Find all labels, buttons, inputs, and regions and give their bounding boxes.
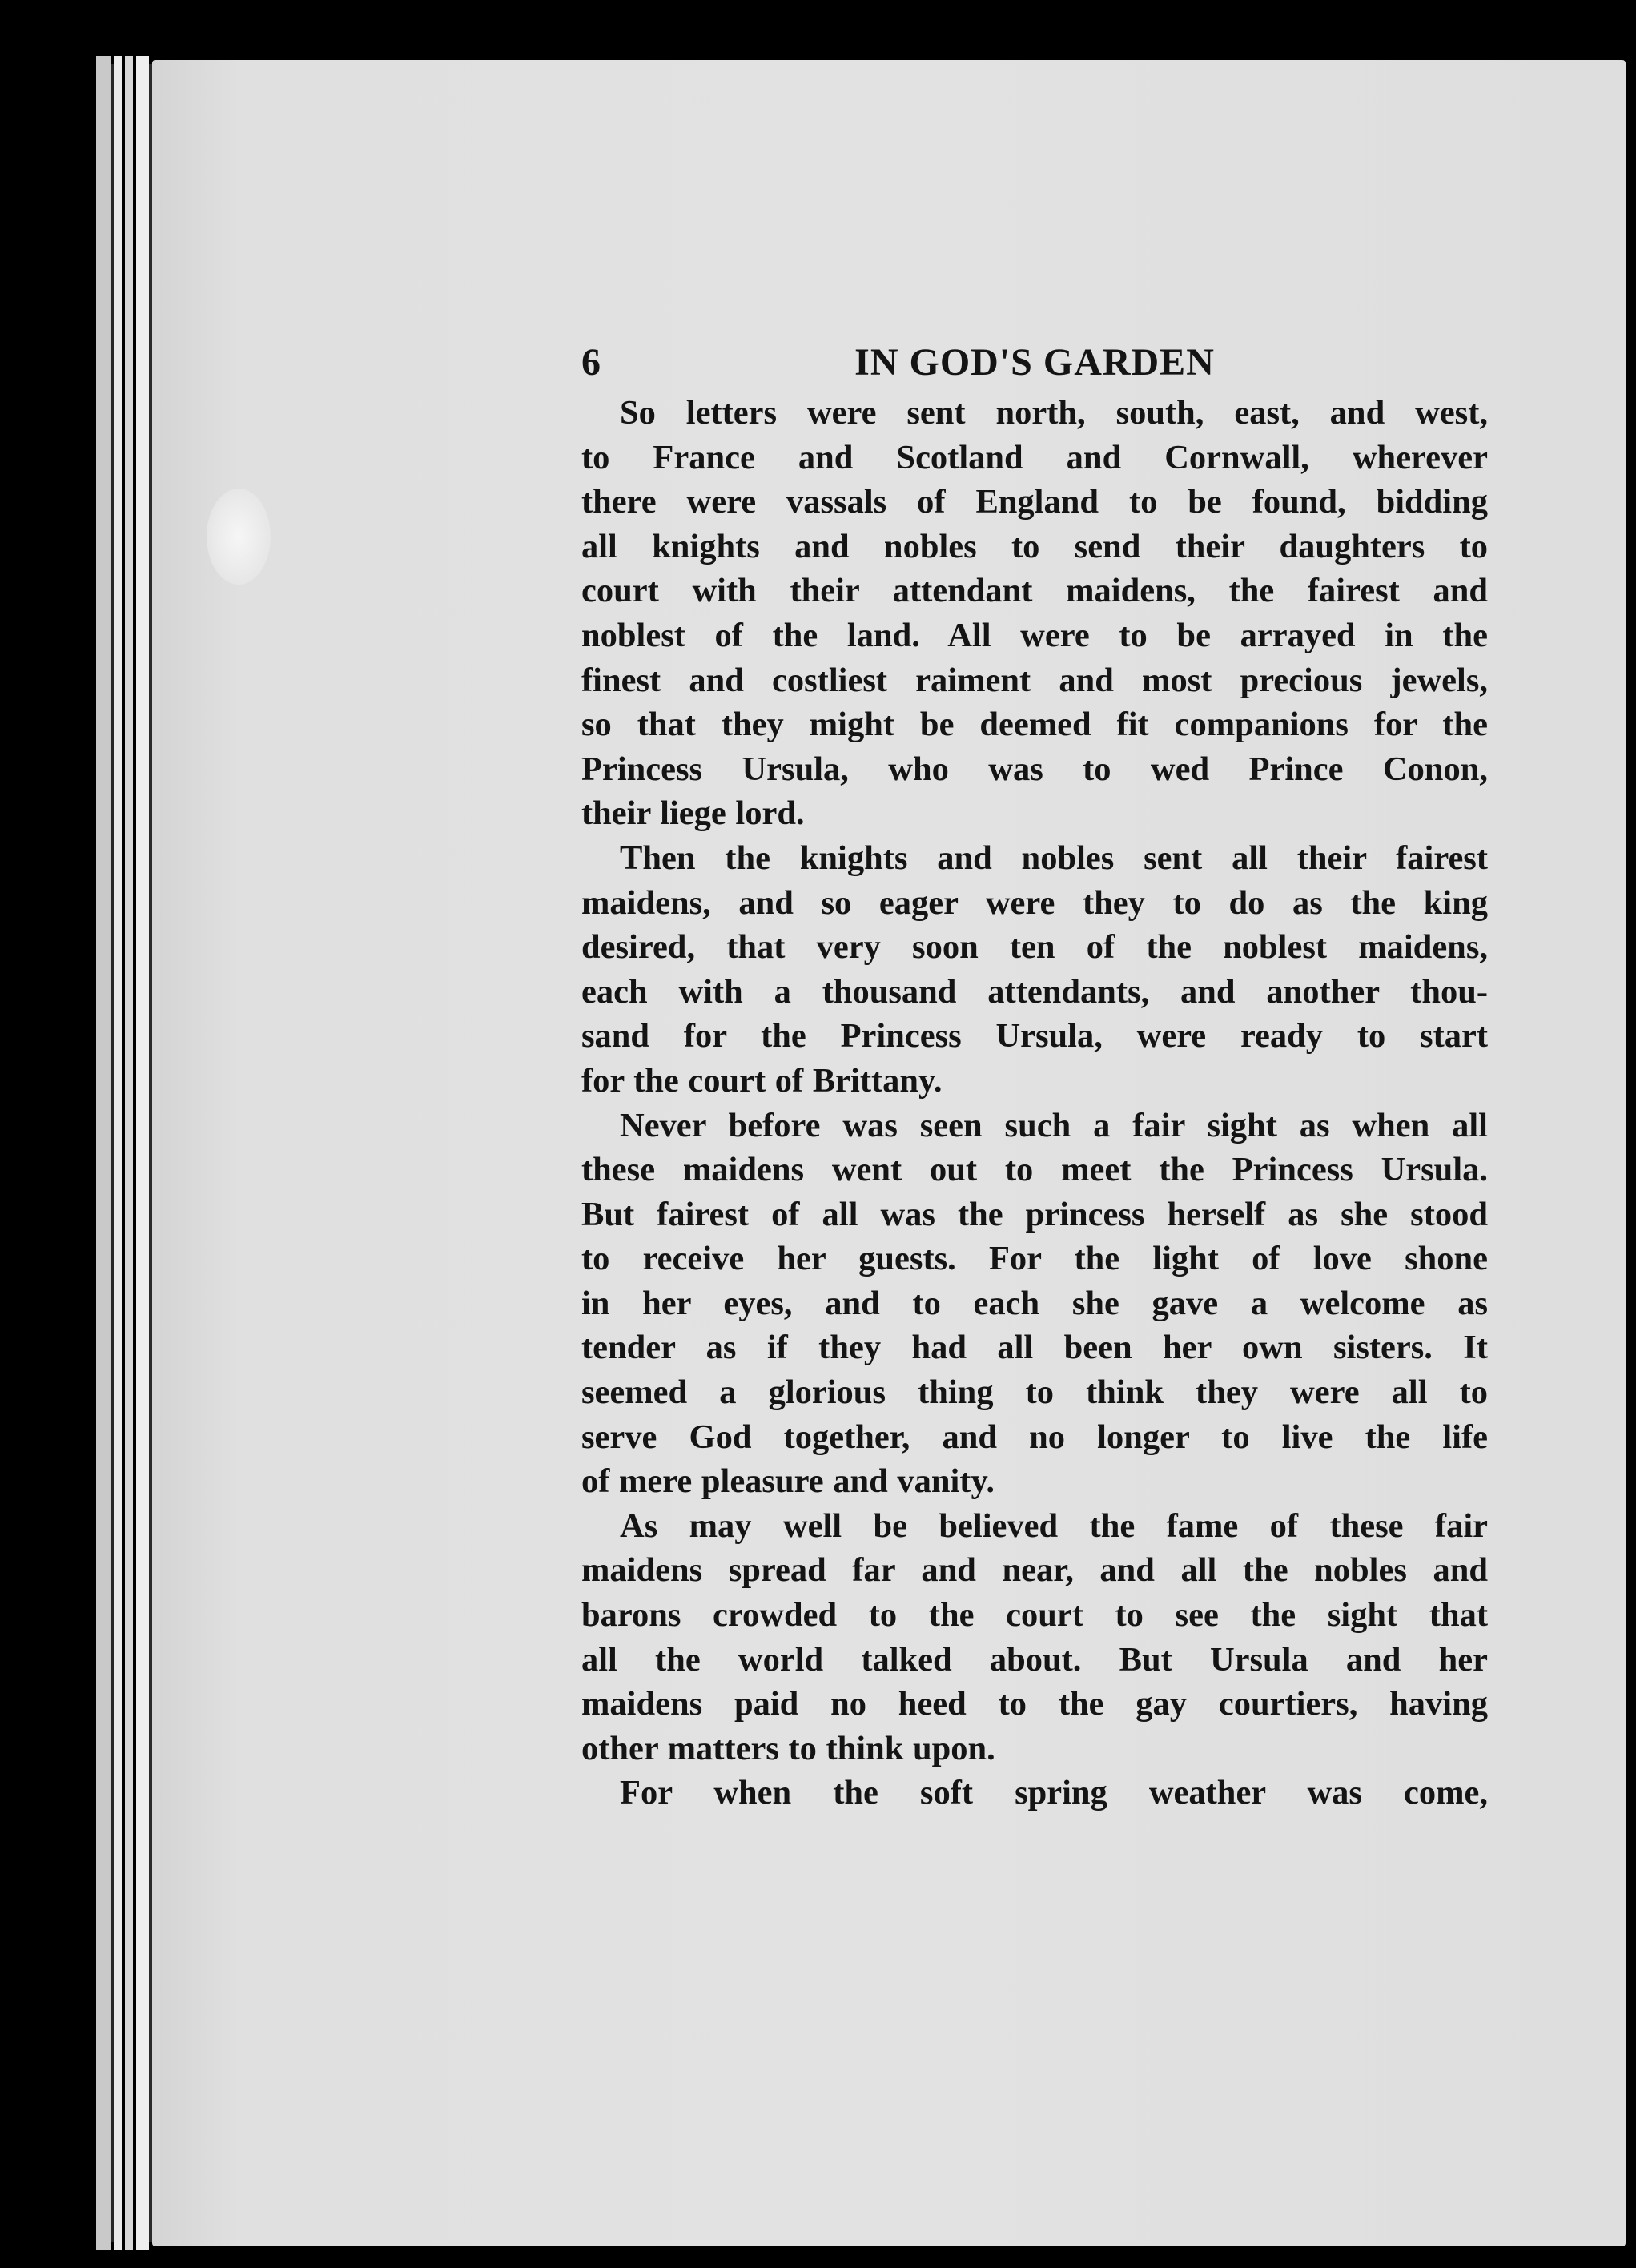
text-line: sand for the Princess Ursula, were ready to start [581,1017,1488,1056]
text-line: these maidens went out to meet the Princess Ursula. [581,1151,1488,1189]
paragraph [581,836,1488,1104]
page-header [581,335,1488,391]
text-line: Never before was seen such a fair sight as when all [620,1106,1488,1144]
text-line: But fairest of all was the princess herself as she stood [581,1195,1488,1233]
running-title: IN GOD'S GARDEN [854,341,1215,384]
text-line: court with their attendant maidens, the fairest and [581,572,1488,610]
book-edge-pages [114,56,122,2250]
text-line: to France and Scotland and Cornwall, wherever [581,438,1488,477]
text-line: all knights and nobles to send their daughters to [581,527,1488,565]
text-line: other matters to think upon. [581,1729,995,1767]
text-line: So letters were sent north, south, east, and west, [620,394,1488,432]
text-line: there were vassals of England to be found, bidding [581,483,1488,521]
text-line: seemed a glorious thing to think they were all to [581,1373,1488,1412]
book-edge-pages [125,56,133,2250]
text-line: tender as if they had all been her own sisters. It [581,1329,1488,1367]
page-number: 6 [581,341,601,384]
text-line: For when the soft spring weather was come, [620,1774,1488,1812]
text-line: each with a thousand attendants, and another thou- [581,972,1488,1011]
paragraph [581,1771,1488,1816]
text-line: all the world talked about. But Ursula and her [581,1640,1488,1679]
text-line: Princess Ursula, who was to wed Prince Conon, [581,750,1488,788]
text-line: of mere pleasure and vanity. [581,1462,995,1501]
body-text [581,391,1488,1816]
text-line: so that they might be deemed fit companions for the [581,706,1488,744]
text-line: barons crowded to the court to see the sight that [581,1596,1488,1635]
text-line: finest and costliest raiment and most precious jewels, [581,661,1488,699]
book-edge-line [111,64,114,2242]
paper-smudge [207,489,271,585]
text-line: noblest of the land. All were to be arrayed in the [581,616,1488,654]
page-text [581,335,1488,1816]
text-line: in her eyes, and to each she gave a welcome as [581,1284,1488,1322]
paragraph [581,1504,1488,1771]
paragraph [581,1104,1488,1504]
text-line: maidens paid no heed to the gay courtiers, having [581,1685,1488,1723]
book-edge-pages [136,56,149,2250]
book-edge-pages [96,56,111,2250]
text-line: Then the knights and nobles sent all their fairest [620,838,1488,877]
text-line: As may well be believed the fame of these fair [620,1506,1488,1545]
text-line: maidens, and so eager were they to do as the king [581,883,1488,922]
text-line: their liege lord. [581,794,805,833]
text-line: desired, that very soon ten of the noblest maidens, [581,928,1488,967]
text-line: serve God together, and no longer to live the life [581,1418,1488,1456]
text-line: to receive her guests. For the light of love shone [581,1240,1488,1278]
paragraph [581,391,1488,836]
text-line: for the court of Brittany. [581,1061,943,1100]
text-line: maidens spread far and near, and all the nobles and [581,1551,1488,1590]
